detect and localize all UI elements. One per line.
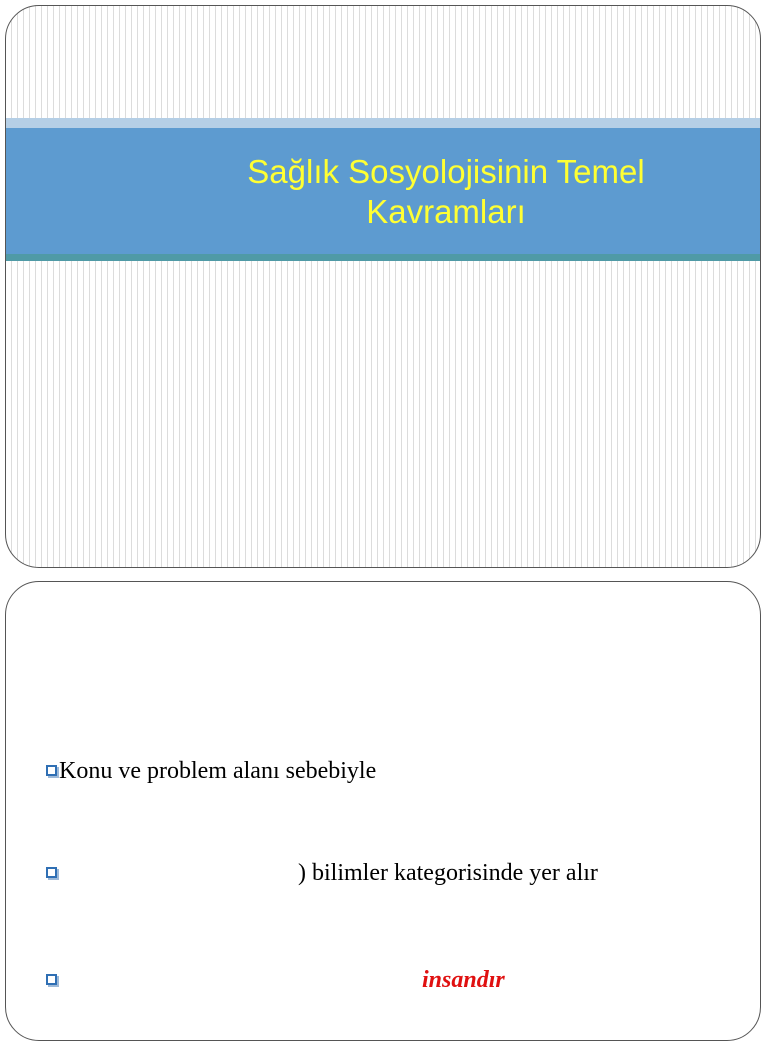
slide-title-line2: Kavramları <box>366 193 526 230</box>
bullet-item <box>46 757 646 787</box>
bullet-text: ) bilimler kategorisinde yer alır <box>298 860 598 886</box>
title-band-top-stripe <box>6 118 760 128</box>
slide-title-line1: Sağlık Sosyolojisinin Temel <box>247 153 645 190</box>
hollow-square-bullet-icon <box>46 765 57 776</box>
slide-title <box>126 152 761 232</box>
title-slide <box>5 5 761 568</box>
bullet-item <box>46 859 726 889</box>
content-slide <box>5 581 761 1041</box>
title-band-bottom-stripe <box>6 254 760 261</box>
hollow-square-bullet-icon <box>46 867 57 878</box>
bullet-text: Konu ve problem alanı sebebiyle <box>59 758 377 784</box>
hollow-square-bullet-icon <box>46 974 57 985</box>
bullet-item <box>46 966 726 996</box>
bullet-emphasis-text: insandır <box>422 967 505 993</box>
